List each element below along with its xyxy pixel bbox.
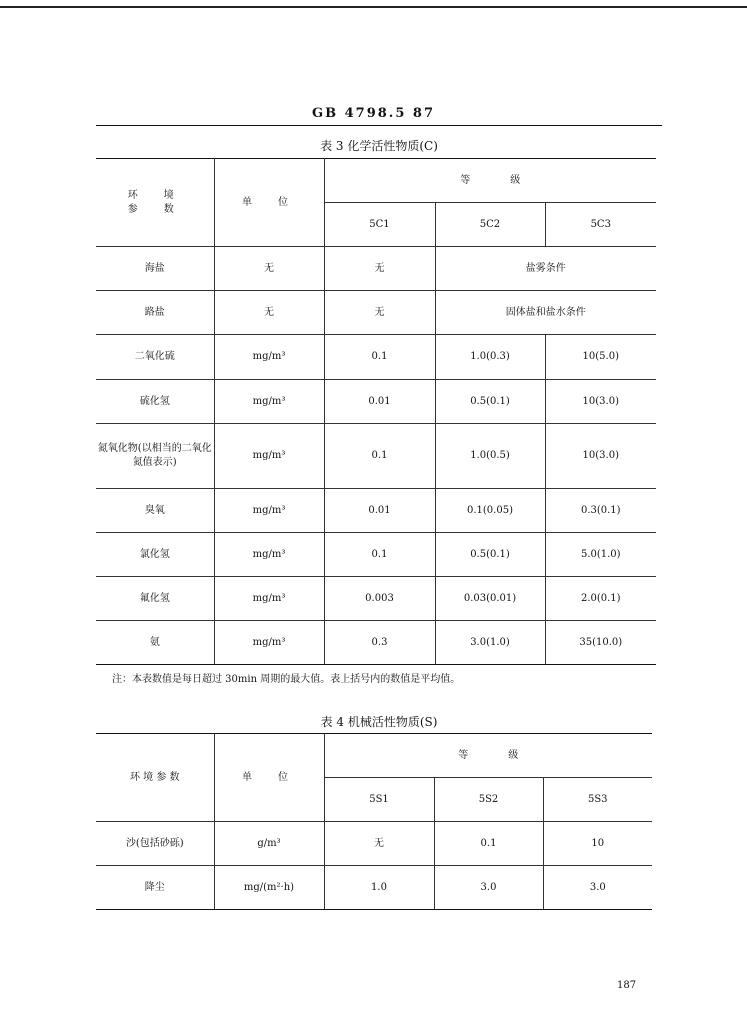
param-cell: 氯化氢	[96, 533, 214, 577]
unit-cell: mg/m³	[214, 577, 324, 621]
page-number: 187	[617, 980, 637, 991]
value-cell: 1.0	[324, 866, 434, 910]
value-cell: 0.1	[434, 822, 543, 866]
value-cell: 35(10.0)	[545, 621, 656, 665]
value-cell: 0.1	[324, 335, 435, 380]
table3-header-unit: 单 位	[214, 159, 324, 247]
param-cell: 沙(包括砂砾)	[96, 822, 214, 866]
value-cell: 0.5(0.1)	[435, 533, 545, 577]
value-cell: 10	[543, 822, 652, 866]
value-cell: 3.0(1.0)	[435, 621, 545, 665]
table-row	[96, 247, 656, 291]
value-cell: 0.1(0.05)	[435, 489, 545, 533]
value-cell: 无	[324, 822, 434, 866]
unit-cell: mg/(m²·h)	[214, 866, 324, 910]
merged-value-cell: 固体盐和盐水条件	[435, 291, 656, 335]
table4-header-param: 环 境 参 数	[96, 734, 214, 822]
value-cell: 0.5(0.1)	[435, 380, 545, 424]
table3-header-param: 环 境 参 数	[96, 159, 214, 247]
table-row	[96, 866, 652, 910]
merged-value-cell: 盐雾条件	[435, 247, 656, 291]
unit-cell: 无	[214, 247, 324, 291]
param-cell: 路盐	[96, 291, 214, 335]
param-cell: 硫化氢	[96, 380, 214, 424]
value-cell: 3.0	[434, 866, 543, 910]
table-row	[96, 621, 656, 665]
value-cell: 1.0(0.5)	[435, 424, 545, 489]
table4-grade-5s3: 5S3	[543, 778, 652, 822]
table-row	[96, 533, 656, 577]
unit-cell: mg/m³	[214, 380, 324, 424]
unit-cell: g/m³	[214, 822, 324, 866]
param-cell: 二氧化硫	[96, 335, 214, 380]
param-cell: 氟化氢	[96, 577, 214, 621]
param-cell: 氮氧化物(以相当的二氧化氮值表示)	[96, 424, 214, 489]
value-cell: 0.03(0.01)	[435, 577, 545, 621]
value-cell: 3.0	[543, 866, 652, 910]
value-cell: 0.1	[324, 533, 435, 577]
value-cell: 0.01	[324, 489, 435, 533]
top-edge-rule	[0, 6, 747, 8]
table4-caption: 表 4 机械活性物质(S)	[320, 715, 438, 729]
table3-grade-5c3: 5C3	[545, 203, 656, 247]
table4-grade-5s1: 5S1	[324, 778, 434, 822]
value-cell: 10(5.0)	[545, 335, 656, 380]
value-cell: 0.3	[324, 621, 435, 665]
value-cell: 5.0(1.0)	[545, 533, 656, 577]
table3-header-grade: 等 级	[324, 159, 656, 203]
table3-caption: 表 3 化学活性物质(C)	[320, 139, 438, 153]
table3	[96, 158, 656, 665]
table-row	[96, 291, 656, 335]
unit-cell: mg/m³	[214, 621, 324, 665]
value-cell: 1.0(0.3)	[435, 335, 545, 380]
param-cell: 臭氧	[96, 489, 214, 533]
table-row	[96, 380, 656, 424]
value-cell: 无	[324, 291, 435, 335]
unit-cell: 无	[214, 291, 324, 335]
unit-cell: mg/m³	[214, 489, 324, 533]
table-row	[96, 424, 656, 489]
table4-header-unit: 单 位	[214, 734, 324, 822]
value-cell: 2.0(0.1)	[545, 577, 656, 621]
value-cell: 10(3.0)	[545, 380, 656, 424]
param-cell: 氨	[96, 621, 214, 665]
table3-grade-5c2: 5C2	[435, 203, 545, 247]
value-cell: 0.1	[324, 424, 435, 489]
table-row	[96, 489, 656, 533]
param-cell: 海盐	[96, 247, 214, 291]
table4-grade-5s2: 5S2	[434, 778, 543, 822]
header-rule	[96, 125, 662, 126]
value-cell: 0.3(0.1)	[545, 489, 656, 533]
table3-grade-5c1: 5C1	[324, 203, 435, 247]
value-cell: 0.003	[324, 577, 435, 621]
table-row	[96, 822, 652, 866]
standard-header: GB 4798.5 87	[312, 106, 435, 121]
table3-note: 注：本表数值是每日超过 30min 周期的最大值。表上括号内的数值是平均值。	[112, 674, 461, 685]
value-cell: 10(3.0)	[545, 424, 656, 489]
value-cell: 无	[324, 247, 435, 291]
unit-cell: mg/m³	[214, 533, 324, 577]
value-cell: 0.01	[324, 380, 435, 424]
table4-header-grade: 等 级	[324, 734, 652, 778]
table-row	[96, 577, 656, 621]
table-row	[96, 335, 656, 380]
table4	[96, 733, 652, 910]
param-cell: 降尘	[96, 866, 214, 910]
unit-cell: mg/m³	[214, 335, 324, 380]
unit-cell: mg/m³	[214, 424, 324, 489]
